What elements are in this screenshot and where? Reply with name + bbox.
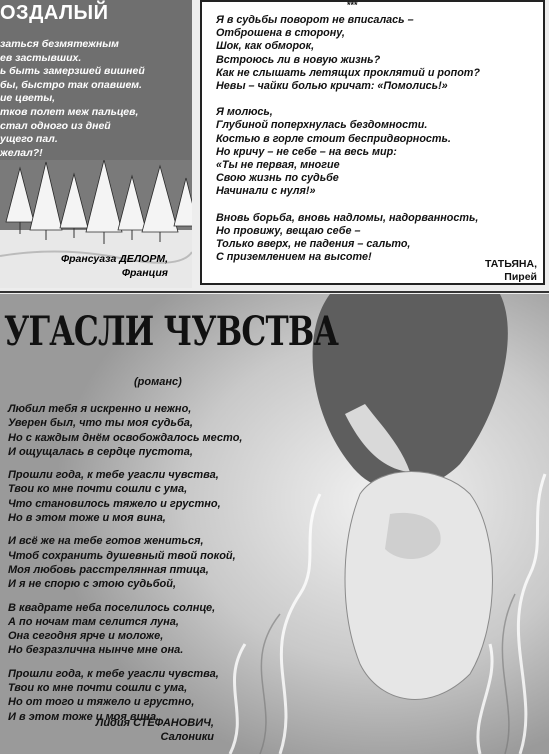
- poem-line: Прошли года, к тебе угасли чувства,: [8, 667, 219, 680]
- poem-line: Уверен был, что ты моя судьба,: [8, 417, 193, 430]
- poem-line: Вновь борьба, вновь надломы, надорванность,: [216, 211, 479, 224]
- poem-line: Начинали с нуля!»: [216, 185, 316, 198]
- stanza: [216, 14, 480, 93]
- poem-line: Чтоб сохранить душевный твой покой,: [8, 549, 236, 562]
- left-poem-text: [0, 38, 190, 174]
- article-title: УГАСЛИ ЧУВСТВА: [4, 308, 339, 355]
- article-subtitle: (романс): [134, 376, 182, 388]
- poem-line: Как не слышать летящих проклятий и ропот?: [216, 66, 480, 79]
- poem-line: И всё же на тебе готов жениться,: [8, 535, 204, 548]
- poem-line: И в этом тоже и моя вина.: [8, 710, 160, 723]
- poem-line: С приземлением на высоте!: [216, 251, 372, 264]
- right-poem-panel: [200, 0, 545, 285]
- poem-line: Но от того и тяжело и грустно,: [8, 696, 195, 709]
- poem-line: А по ночам там селится луна,: [8, 615, 179, 628]
- poem-line: Отброшена в сторону,: [216, 27, 345, 40]
- poem-line: «Ты не первая, многие: [216, 159, 340, 172]
- stanza: [8, 468, 242, 525]
- stanza: [8, 601, 242, 658]
- poem-line: Глубиной поперхнулась бездомности.: [216, 119, 428, 132]
- author-name: ТАТЬЯНА,: [484, 258, 537, 270]
- section-divider: [0, 291, 549, 293]
- poem-stars-header: ***: [347, 0, 358, 10]
- poem-line: Встроюсь ли в новую жизнь?: [216, 53, 381, 66]
- poem-line: В квадрате неба поселилось солнце,: [8, 601, 216, 614]
- author-place: Салоники: [160, 731, 214, 743]
- poem-line: Костью в горле стоит беспридворность.: [216, 132, 451, 145]
- poem-line: И ощущалась в сердце пустота,: [8, 445, 193, 458]
- poem-line: Шок, как обморок,: [216, 40, 315, 53]
- poem-line: Что становилось тяжело и грустно,: [8, 497, 221, 510]
- poem-line: ущего пал.: [0, 133, 58, 146]
- poem-line: Прошли года, к тебе угасли чувства,: [8, 469, 219, 482]
- author-place: Пирей: [504, 271, 537, 283]
- poem-line: заться безмятежным: [0, 38, 119, 50]
- left-poem-title: ОЗДАЛЫЙ: [0, 2, 109, 24]
- romance-signature: [48, 716, 214, 744]
- poem-line: Но с каждым днём освобождалось место,: [8, 431, 243, 444]
- stanza: [8, 534, 242, 591]
- romance-article: [0, 294, 549, 754]
- poem-line: Я в судьбы поворот не вписалась –: [216, 14, 414, 26]
- poem-line: Только вверх, не падения – сальто,: [216, 238, 411, 251]
- poem-line: стал одного из дней: [0, 119, 111, 132]
- left-poem-signature: [61, 252, 168, 280]
- poem-line: Она сегодня ярче и моложе,: [8, 630, 164, 643]
- poem-line: Но провижу, вещаю себе –: [216, 224, 361, 237]
- left-poem-panel: [0, 0, 192, 288]
- poem-line: Но безразлична нынче мне она.: [8, 644, 184, 657]
- right-poem-text: [216, 14, 480, 277]
- poem-line: Твои ко мне почти сошли с ума,: [8, 682, 188, 695]
- romance-poem-text: [8, 402, 242, 733]
- poem-line: Любил тебя я искренно и нежно,: [8, 403, 192, 415]
- poem-line: Моя любовь расстрелянная птица,: [8, 563, 209, 576]
- poem-line: Но в этом тоже и моя вина,: [8, 512, 166, 525]
- poem-line: Я молюсь,: [216, 106, 273, 119]
- poem-line: Твои ко мне почти сошли с ума,: [8, 483, 188, 496]
- poem-line: желал?!: [0, 146, 43, 159]
- stanza: [216, 212, 480, 265]
- poem-line: ие цветы,: [0, 92, 56, 105]
- poem-line: тков полет меж пальцев,: [0, 105, 139, 118]
- poem-line: И я не спорю с этою судьбой,: [8, 578, 177, 591]
- stanza: [216, 106, 480, 198]
- poem-line: ев застывших.: [0, 51, 82, 64]
- poem-line: Свою жизнь по судьбе: [216, 172, 339, 185]
- author-name: Лидия СТЕФАНОВИЧ,: [95, 717, 214, 729]
- poem-line: бы, быстро так опавшем.: [0, 78, 142, 91]
- author-place: Франция: [121, 267, 168, 279]
- poem-line: Но кричу – не себе – на весь мир:: [216, 145, 397, 158]
- right-poem-signature: [485, 258, 537, 284]
- poem-line: Невы – чайки болью кричат: «Помолись!»: [216, 80, 448, 93]
- stanza: [8, 402, 242, 459]
- poem-line: ь быть замерзшей вишней: [0, 65, 145, 78]
- author-name: Франсуаза ДЕЛОРМ,: [60, 253, 168, 265]
